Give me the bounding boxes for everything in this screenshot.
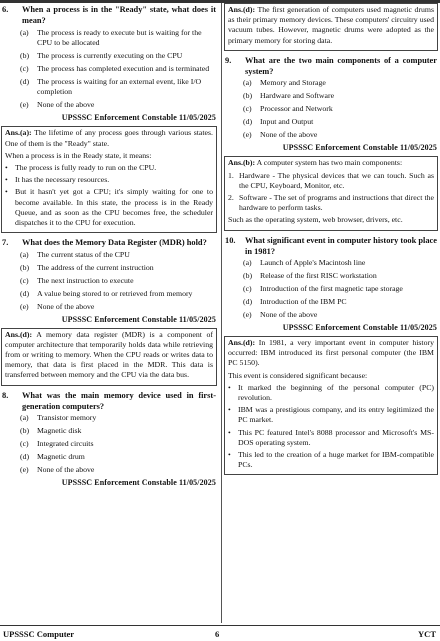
option-b [20, 51, 217, 61]
bullet-text: It has the necessary resources. [15, 175, 110, 185]
option-a [20, 28, 217, 49]
numbered-item [228, 171, 434, 191]
answer-text: The first generation of computers used magnetic drums as their primary memory devices. These computers' circuitry used vacuum tubes. However, magnetic drums were adopted as the primary memory for storing data. [228, 5, 434, 45]
option-a [20, 250, 217, 260]
option-text: None of the above [260, 130, 318, 140]
option-key: (a) [20, 413, 29, 423]
question-number: 9. [225, 55, 232, 65]
option-c [243, 284, 438, 294]
answer-label: Ans.(d): [5, 329, 33, 339]
item-text: Hardware - The physical devices that we can touch. Such as the CPU, Keyboard, Monitor, etc. [239, 170, 434, 190]
left-column [0, 3, 219, 491]
option-d [20, 289, 217, 299]
option-key: (d) [20, 76, 30, 86]
option-a [20, 413, 217, 423]
option-c [20, 439, 217, 449]
bullet-item [5, 187, 213, 228]
answer-label: Ans.(b): [228, 158, 256, 168]
options-list [20, 28, 219, 111]
option-e [20, 100, 217, 110]
option-d [243, 117, 438, 127]
option-text: A value being stored to or retrieved from memory [37, 288, 193, 298]
bullet-text: IBM was a prestigious company, and its entry legitimized the PC market. [238, 405, 434, 425]
question-6 [2, 4, 216, 26]
option-key: (e) [243, 130, 252, 140]
item-text: Software - The set of programs and instructions that direct the hardware to perform tasks. [239, 192, 434, 213]
option-key: (b) [20, 426, 30, 436]
option-b [20, 263, 217, 273]
right-column [223, 3, 440, 479]
numbered-item [228, 193, 434, 213]
exam-source: UPSSSC Enforcement Constable 11/05/2025 [61, 314, 216, 324]
option-key: (b) [20, 262, 30, 272]
option-text: The address of the current instruction [37, 262, 154, 272]
option-key: (c) [243, 284, 252, 294]
answer-box-9 [224, 156, 438, 230]
answer-text: The lifetime of any process goes through various states. One of them is the "Ready" state. [5, 128, 214, 148]
exam-source: UPSSSC Enforcement Constable 11/05/2025 [282, 323, 437, 333]
option-text: The process is currently executing on the CPU [37, 50, 183, 60]
exam-source: UPSSSC Enforcement Constable 11/05/2025 [282, 143, 437, 153]
item-number: 2. [228, 192, 234, 202]
option-a [243, 78, 438, 88]
option-c [243, 104, 438, 114]
option-key: (a) [243, 258, 252, 268]
answer-paragraph: Such as the operating system, web browser, drivers, etc. [228, 215, 403, 225]
option-key: (a) [20, 27, 29, 37]
bullet-icon: • [5, 162, 8, 172]
option-text: The process is ready to execute but is waiting for the CPU to be allocated [37, 27, 202, 47]
question-8 [2, 390, 216, 412]
option-key: (e) [20, 100, 29, 110]
option-text: Hardware and Software [260, 91, 335, 101]
options-list [243, 78, 440, 140]
option-text: Transistor memory [37, 413, 97, 423]
answer-box-8 [224, 3, 438, 51]
question-number: 10. [225, 235, 236, 245]
bullet-item [228, 383, 434, 403]
question-number: 7. [2, 238, 9, 248]
bullet-item [5, 175, 213, 185]
question-number: 8. [2, 390, 9, 400]
option-e [20, 302, 217, 312]
option-key: (b) [243, 271, 253, 281]
bullet-icon: • [228, 405, 231, 415]
option-key: (d) [243, 297, 253, 307]
question-number: 6. [2, 5, 9, 14]
exam-source: UPSSSC Enforcement Constable 11/05/2025 [61, 478, 216, 488]
bullet-icon: • [228, 382, 231, 392]
option-text: None of the above [37, 100, 95, 110]
option-key: (d) [243, 117, 253, 127]
bullet-text: The process is fully ready to run on the CPU. [15, 162, 157, 172]
option-text: Introduction of the first magnetic tape storage [260, 284, 403, 294]
option-key: (c) [20, 439, 29, 449]
option-c [20, 64, 217, 74]
question-text: What significant event in computer history took place in 1981? [245, 235, 437, 256]
option-key: (e) [243, 310, 252, 320]
option-text: The next instruction to execute [37, 275, 134, 285]
bullet-text: But it hasn't yet got a CPU; it's simply waiting for one to become available. In this state, the process is in the Ready Queue, and as soon as the CPU becomes free, the scheduler dispatches it to the CPU for execution. [15, 187, 213, 227]
question-text: What are the two main components of a computer system? [245, 55, 437, 76]
option-b [243, 91, 438, 101]
bullet-icon: • [228, 427, 231, 437]
option-text: Input and Output [260, 117, 314, 127]
option-text: Introduction of the IBM PC [260, 297, 347, 307]
option-key: (a) [243, 78, 252, 88]
footer-publisher: YCT [418, 629, 436, 639]
option-key: (e) [20, 465, 29, 475]
answer-paragraph: This event is considered significant because: [228, 370, 368, 380]
option-text: Magnetic disk [37, 426, 82, 436]
answer-label: Ans.(a): [5, 128, 32, 138]
bullet-item [228, 450, 434, 470]
option-key: (b) [243, 91, 253, 101]
option-key: (e) [20, 301, 29, 311]
option-text: Release of the first RISC workstation [260, 271, 377, 281]
option-key: (a) [20, 249, 29, 259]
option-text: Processor and Network [260, 104, 333, 114]
item-number: 1. [228, 170, 234, 180]
option-d [20, 452, 217, 462]
question-text: What does the Memory Data Register (MDR) hold? [22, 238, 207, 248]
answer-box-7 [1, 328, 217, 386]
bullet-icon: • [5, 175, 8, 185]
question-7 [2, 237, 216, 248]
bullet-item [228, 428, 434, 448]
answer-box-10 [224, 336, 438, 475]
answer-bullets [228, 383, 434, 471]
question-text: What was the main memory device used in first-generation computers? [22, 390, 216, 411]
option-text: None of the above [37, 301, 95, 311]
footer-page-number: 6 [215, 629, 220, 639]
answer-bullets [5, 163, 213, 228]
bullet-item [5, 163, 213, 173]
option-text: The process is waiting for an external event, like I/O completion [37, 76, 202, 97]
option-text: Memory and Storage [260, 78, 326, 88]
options-list [243, 258, 440, 320]
footer-book-title: UPSSSC Computer [3, 629, 75, 639]
bullet-text: It marked the beginning of the personal computer (PC) revolution. [238, 382, 434, 403]
answer-numbered-list [228, 171, 434, 214]
option-b [243, 271, 438, 281]
question-text: When a process is in the "Ready" state, what does it mean? [22, 5, 216, 25]
bullet-text: This PC featured Intel's 8088 processor and Microsoft's MS-DOS operating system. [238, 427, 434, 447]
option-c [20, 276, 217, 286]
exam-source: UPSSSC Enforcement Constable 11/05/2025 [61, 113, 216, 123]
answer-text: In 1981, a very important event in computer history occurred: IBM introduced its first personal computer (the IBM PC 5150). [228, 338, 434, 368]
option-text: None of the above [260, 310, 318, 320]
option-d [20, 77, 217, 98]
bullet-item [228, 405, 434, 425]
option-e [243, 310, 438, 320]
answer-label: Ans.(d): [228, 5, 256, 14]
bullet-icon: • [5, 187, 8, 197]
answer-text: A computer system has two main components: [256, 158, 403, 168]
bullet-text: This led to the creation of a huge market for IBM-compatible PCs. [238, 450, 434, 470]
options-list [20, 413, 219, 475]
answer-label: Ans.(d): [228, 338, 256, 348]
option-e [20, 465, 217, 475]
option-key: (c) [243, 104, 252, 114]
option-text: Launch of Apple's Macintosh line [260, 258, 366, 268]
answer-paragraph: When a process is in the Ready state, it means: [5, 150, 152, 160]
option-text: None of the above [37, 465, 95, 475]
option-b [20, 426, 217, 436]
option-text: Magnetic drum [37, 452, 85, 462]
page-footer [0, 625, 440, 641]
answer-box-6 [1, 126, 217, 233]
option-key: (d) [20, 452, 30, 462]
option-key: (c) [20, 63, 29, 73]
option-key: (d) [20, 288, 30, 298]
option-text: The current status of the CPU [37, 249, 130, 259]
bullet-icon: • [228, 450, 231, 460]
option-key: (b) [20, 50, 30, 60]
option-text: Integrated circuits [37, 439, 94, 449]
question-10 [225, 235, 437, 257]
question-9 [225, 55, 437, 77]
option-e [243, 130, 438, 140]
options-list [20, 250, 219, 312]
answer-text: A memory data register (MDR) is a component of computer architecture that temporarily holds data while retrieving from or writing to memory. When the CPU reads or writes data to memory, that data is first placed in the MDR. This data is transferred between memory and the CPU via the data bus. [5, 329, 213, 380]
option-a [243, 258, 438, 268]
option-key: (c) [20, 275, 29, 285]
option-text: The process has completed execution and is terminated [37, 63, 210, 73]
column-divider [221, 3, 222, 623]
option-d [243, 297, 438, 307]
